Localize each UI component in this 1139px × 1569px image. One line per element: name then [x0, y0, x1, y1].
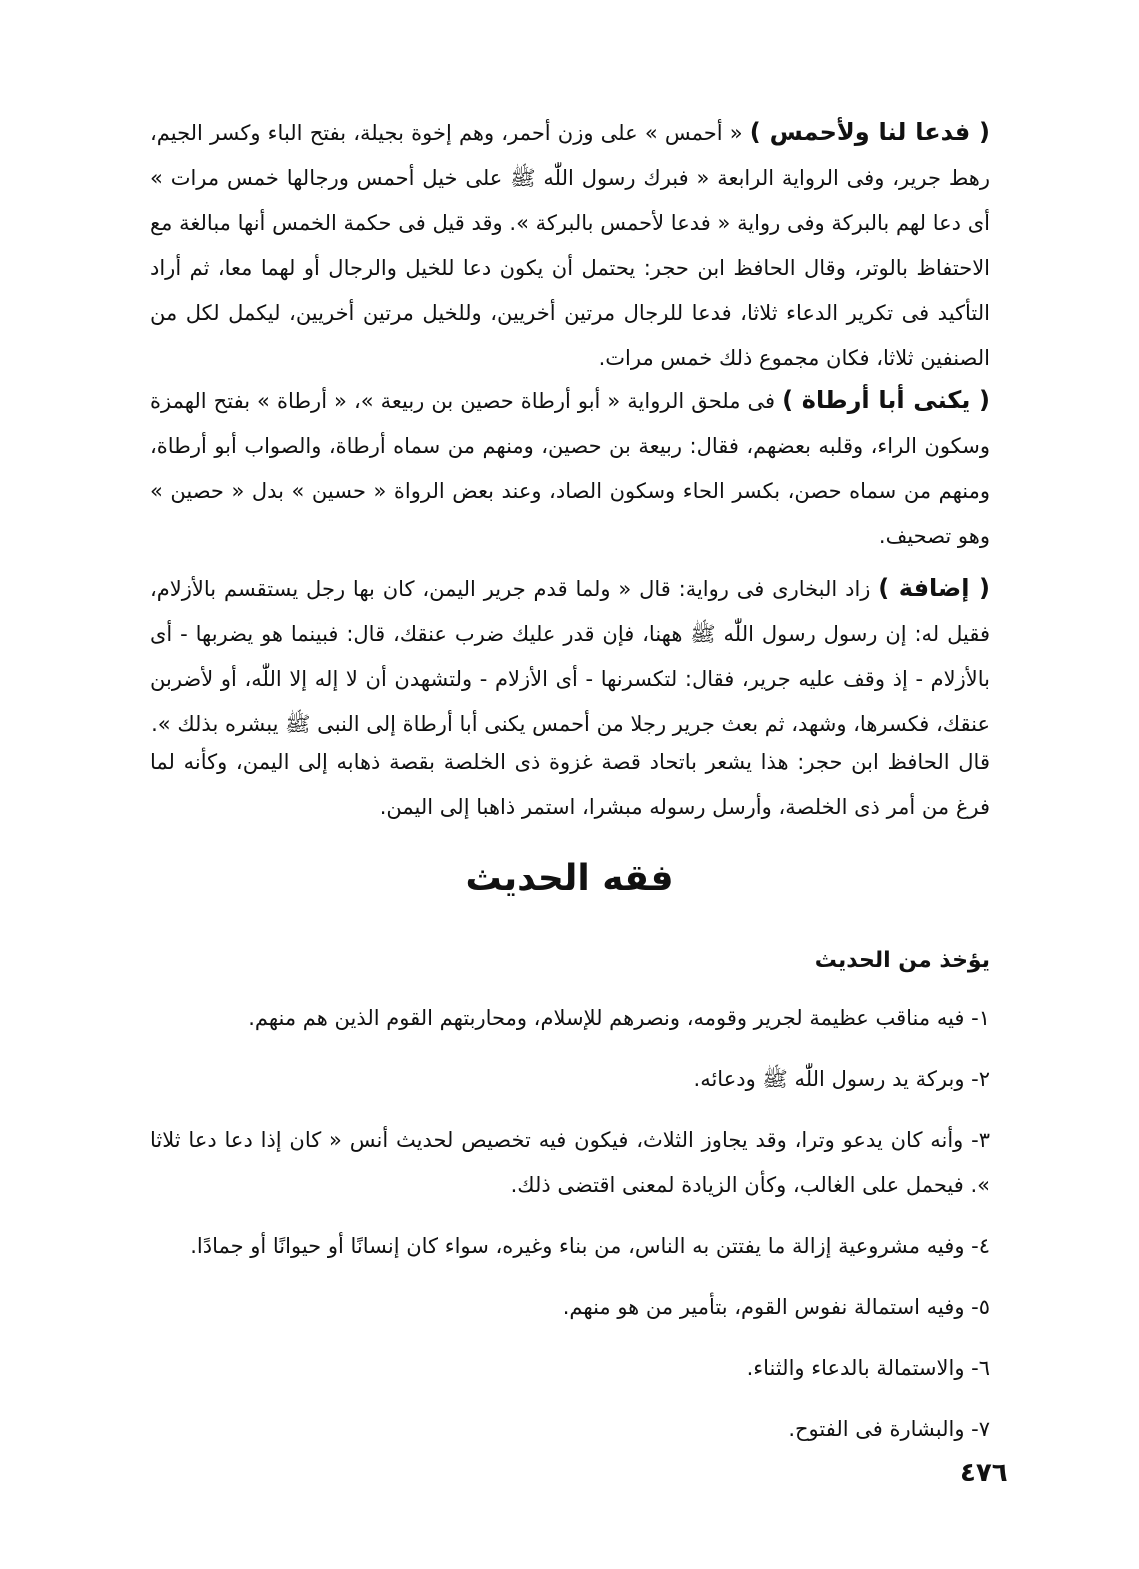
commentary-paragraph-2	[150, 378, 990, 559]
paragraph-lead-2: ( يكنى أبا أرطاة )	[782, 386, 991, 414]
lessons-list	[150, 996, 990, 1468]
page-number: ٤٧٦	[960, 1458, 1008, 1488]
paragraph-body-1: « أحمس » على وزن أحمر، وهم إخوة بجيلة، بفتح الباء وكسر الجيم، رهط جرير، وفى الرواية الرابعة « فبرك رسول اللّٰه ﷺ على خيل أحمس ورجالها خمس مرات » أى دعا لهم بالبركة وفى رواية « فدعا لأحمس بالبركة ». وقد قيل فى حكمة الخمس أنها مبالغة مع الاحتفاظ بالوتر، وقال الحافظ ابن حجر: يحتمل أن يكون دعا للخيل والرجال أو لهما معا، ثم أراد التأكيد فى تكرير الدعاء ثلاثا، فدعا للرجال مرتين أخريين، وللخيل مرتين أخريين، ليكمل لكل من الصنفين ثلاثا، فكان مجموع ذلك خمس مرات.	[150, 121, 990, 370]
commentary-paragraph-3	[150, 566, 990, 747]
paragraph-body-4: قال الحافظ ابن حجر: هذا يشعر باتحاد قصة غزوة ذى الخلصة بقصة ذهابه إلى اليمن، وكأنه لما فرغ من أمر ذى الخلصة، وأرسل رسوله مبشرا، استمر ذاهبا إلى اليمن.	[150, 750, 990, 819]
list-item: ٦- والاستمالة بالدعاء والثناء.	[746, 1356, 990, 1380]
list-item: ٤- وفيه مشروعية إزالة ما يفتتن به الناس، من بناء وغيره، سواء كان إنسانًا أو حيوانًا أو جمادًا.	[190, 1234, 990, 1258]
list-item: ٥- وفيه استمالة نفوس القوم، بتأمير من هو منهم.	[562, 1295, 990, 1319]
commentary-paragraph-4	[150, 740, 990, 830]
list-item: ٧- والبشارة فى الفتوح.	[788, 1417, 990, 1441]
list-item: ٢- وبركة يد رسول اللّٰه ﷺ ودعائه.	[693, 1067, 990, 1091]
section-subheading: يؤخذ من الحديث	[814, 948, 990, 973]
list-item: ٣- وأنه كان يدعو وترا، وقد يجاوز الثلاث، فيكون فيه تخصيص لحديث أنس « كان إذا دعا دعا ثلاثا ». فيحمل على الغالب، وكأن الزيادة لمعنى اقتضى ذلك.	[150, 1128, 990, 1197]
paragraph-body-3: زاد البخارى فى رواية: قال « ولما قدم جرير اليمن، كان بها رجل يستقسم بالأزلام، فقيل له: إن رسول رسول اللّٰه ﷺ ههنا، فإن قدر عليك ضرب عنقك، قال: فبينما هو يضربها - أى بالأزلام - إذ وقف عليه جرير، فقال: لتكسرنها - أى الأزلام - ولتشهدن أن لا إله إلا اللّٰه، أو لأضربن عنقك، فكسرها، وشهد، ثم بعث جرير رجلا من أحمس يكنى أبا أرطاة إلى النبى ﷺ يبشره بذلك ».	[150, 577, 990, 736]
section-heading: فقه الحديث	[465, 858, 674, 899]
paragraph-lead-3: ( إضافة )	[878, 574, 990, 602]
list-item: ١- فيه مناقب عظيمة لجرير وقومه، ونصرهم للإسلام، ومحاربتهم القوم الذين هم منهم.	[248, 1006, 990, 1030]
paragraph-body-2: فى ملحق الرواية « أبو أرطاة حصين بن ربيعة »، « أرطاة » بفتح الهمزة وسكون الراء، وقلبه بعضهم، فقال: ربيعة بن حصين، ومنهم من سماه أرطاة، والصواب أبو أرطاة، ومنهم من سماه حصن، بكسر الحاء وسكون الصاد، وعند بعض الرواة « حسين » بدل « حصين » وهو تصحيف.	[150, 389, 990, 548]
paragraph-lead-1: ( فدعا لنا ولأحمس )	[749, 118, 991, 146]
commentary-paragraph-1	[150, 110, 990, 381]
